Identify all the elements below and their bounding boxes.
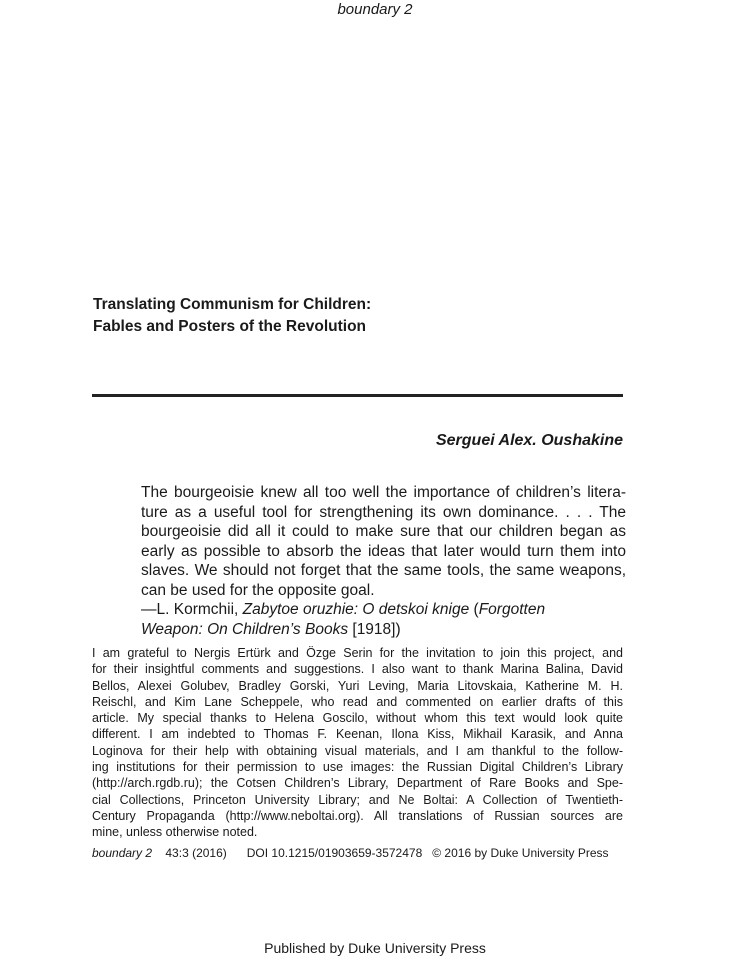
epigraph-attribution	[141, 600, 626, 620]
footnote-line: I am grateful to Nergis Ertürk and Özge Serin for the invitation to join this project, and	[92, 646, 623, 660]
epigraph-line: early as possible to absorb the ideas that later would turn them into	[141, 542, 626, 560]
title-rule	[92, 394, 623, 397]
footnote-line: Loginova for their help with obtaining visual materials, and I am thankful to the follow-	[92, 743, 623, 758]
acknowledgments-footnote	[92, 645, 623, 841]
article-title-line-2: Fables and Posters of the Revolution	[93, 318, 367, 335]
citation-journal: boundary 2	[92, 846, 153, 860]
epigraph-attribution-cont	[141, 620, 626, 640]
epigraph-line: slaves. We should not forget that the same tools, the same weapons,	[141, 562, 626, 579]
author-name: Serguei Alex. Oushakine	[435, 432, 623, 449]
attribution-prefix: —L. Kormchii,	[141, 601, 243, 618]
footnote-line: mine, unless otherwise noted.	[92, 825, 258, 840]
epigraph	[141, 483, 626, 639]
citation-doi: DOI 10.1215/01903659-3572478	[246, 846, 423, 860]
footnote-line: (http://arch.rgdb.ru); the Cotsen Children’s Library, Department of Rare Books and Spe-	[92, 776, 623, 791]
citation-line	[92, 846, 619, 860]
epigraph-line: The bourgeoisie knew all too well the importance of children’s litera-	[141, 484, 626, 501]
footnote-line: for their insightful comments and suggestions. I also want to thank Marina Balina, David	[92, 662, 623, 677]
footnote-line: Reischl, and Kim Lane Scheppele, who read and commented on earlier drafts of this	[92, 694, 623, 709]
footnote-line: cial Collections, Princeton University Library; and Ne Boltai: A Collection of Twentieth-	[92, 792, 623, 807]
footnote-line: different. I am indebted to Thomas F. Keenan, Ilona Kiss, Mikhail Karasik, and Anna	[92, 727, 623, 742]
epigraph-line: bourgeoisie did all it could to make sure that our children began as	[141, 523, 626, 540]
citation-copyright: © 2016 by Duke University Press	[432, 846, 609, 860]
epigraph-line: can be used for the opposite goal.	[141, 581, 375, 599]
footnote-line: article. My special thanks to Helena Goscilo, without whom this text would look quite	[92, 711, 623, 726]
attribution-year: [1918])	[348, 620, 401, 638]
publisher-footer: Published by Duke University Press	[264, 940, 486, 956]
attribution-paren: (	[469, 601, 479, 618]
attribution-title: Zabytoe oruzhie: O detskoi knige	[242, 601, 470, 618]
epigraph-line: ture as a useful tool for strengthening its own dominance. . . . The	[141, 503, 626, 521]
footnote-line: Bellos, Alexei Golubev, Bradley Gorski, Yuri Leving, Maria Litovskaia, Katherine M. H.	[92, 678, 623, 693]
footnote-line: Century Propaganda (http://www.neboltai.org). All translations of Russian sources are	[92, 808, 623, 823]
article-title-line-1: Translating Communism for Children:	[93, 296, 372, 313]
citation-issue: 43:3 (2016)	[162, 846, 227, 860]
attribution-translation-cont: Weapon: On Children’s Books	[141, 620, 349, 638]
attribution-translation: Forgotten	[478, 601, 546, 618]
running-head: boundary 2	[337, 1, 413, 18]
article-title	[93, 294, 633, 338]
footnote-line: ing institutions for their permission to use images: the Russian Digital Children’s Library	[92, 760, 623, 775]
